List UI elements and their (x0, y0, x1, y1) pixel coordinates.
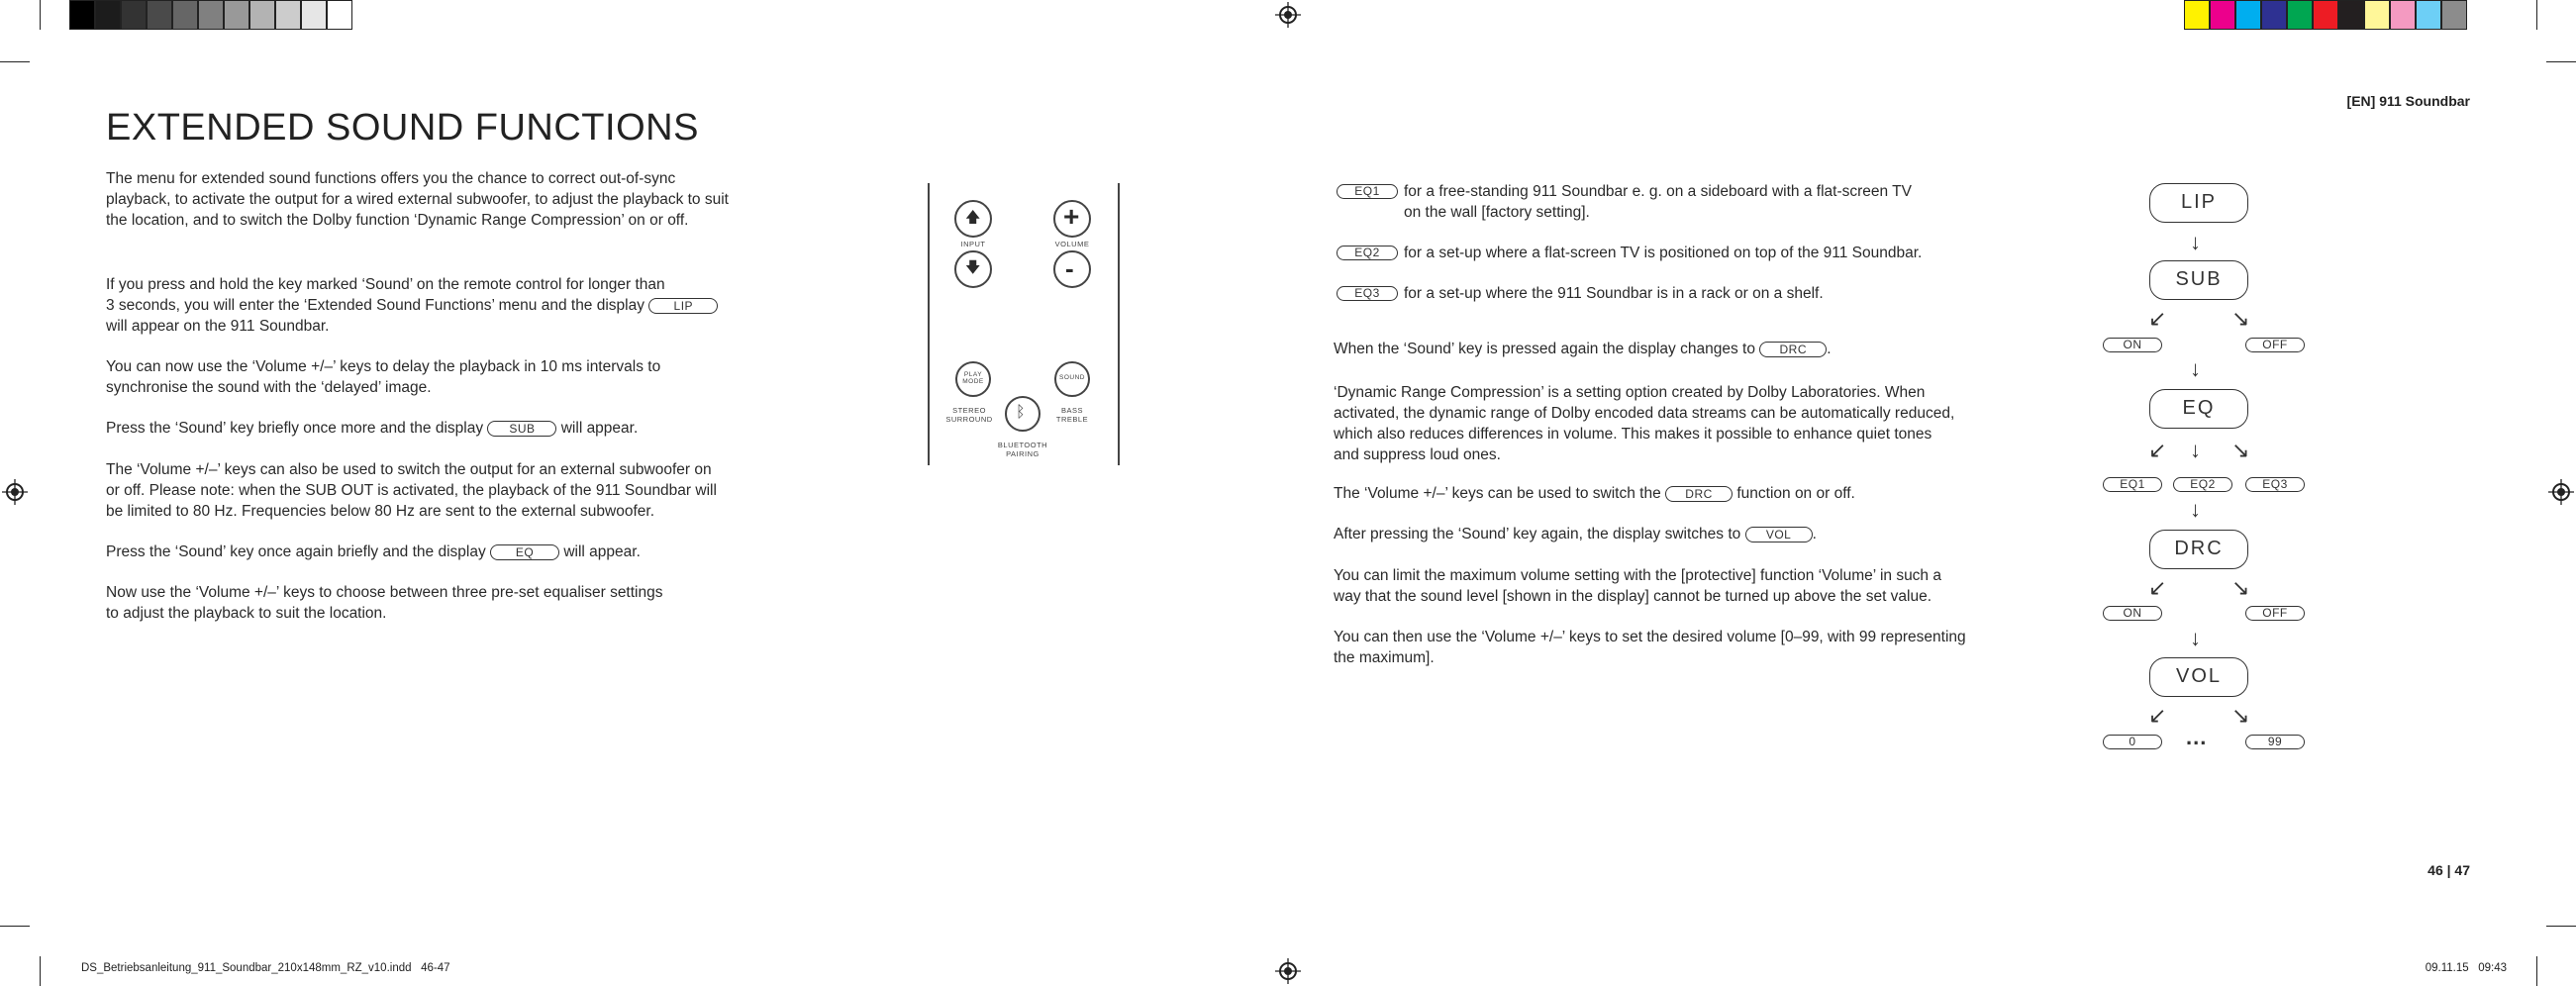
display-chip-eq: EQ (490, 544, 559, 560)
arrow-down-left-icon: ↙ (2148, 703, 2167, 728)
sub-paragraph-text: will appear. (560, 420, 639, 437)
crop-mark (0, 926, 30, 927)
stereo-surround-label: STEREO SURROUND (945, 406, 993, 424)
flow-option-zero: 0 (2103, 735, 2162, 749)
lip-paragraph-line (106, 295, 718, 316)
equaliser-paragraph-line: to adjust the playback to suit the location. (106, 605, 387, 622)
display-chip-lip: LIP (648, 298, 718, 314)
sub-paragraph-text: Press the ‘Sound’ key briefly once more and the display (106, 420, 484, 437)
eq-paragraph-text: will appear. (563, 543, 641, 560)
delay-paragraph-line: synchronise the sound with the ‘delayed’ image. (106, 379, 432, 396)
color-swatch (147, 0, 172, 30)
color-swatch (275, 0, 301, 30)
plus-icon: + (1063, 201, 1080, 232)
arrow-down-right-icon: ↘ (2231, 575, 2250, 600)
display-chip-eq1: EQ1 (1337, 184, 1398, 199)
eq-paragraph-text: Press the ‘Sound’ key once again briefly and the display (106, 543, 486, 560)
color-swatch (172, 0, 198, 30)
crop-mark (2536, 956, 2537, 986)
arrow-down-icon: ↓ (2190, 356, 2201, 381)
vol-set-line: the maximum]. (1334, 649, 1435, 666)
color-swatch (2287, 0, 2313, 30)
remote-edge-right (1118, 183, 1120, 465)
flow-box-sub: SUB (2149, 260, 2248, 300)
color-swatch (2313, 0, 2338, 30)
crop-mark (0, 61, 30, 62)
subwoofer-paragraph-line: or off. Please note: when the SUB OUT is activated, the playback of the 911 Soundbar will (106, 482, 717, 499)
flow-ellipsis: ... (2186, 725, 2208, 749)
flow-option-eq1: EQ1 (2103, 477, 2162, 492)
color-swatch (249, 0, 275, 30)
arrow-down-icon: 🡇 (965, 259, 981, 276)
arrow-down-right-icon: ↘ (2231, 306, 2250, 331)
flow-option-eq2: EQ2 (2173, 477, 2232, 492)
display-chip-drc: DRC (1759, 342, 1827, 357)
color-swatch (198, 0, 224, 30)
bluetooth-icon: ᛒ (1016, 404, 1026, 421)
page-numbers: 46 | 47 (2427, 862, 2470, 878)
flow-option-eq3: EQ3 (2245, 477, 2305, 492)
flow-box-eq: EQ (2149, 389, 2248, 429)
eq1-description: on the wall [factory setting]. (1404, 204, 1590, 221)
page-title: EXTENDED SOUND FUNCTIONS (106, 107, 699, 148)
drc-intro-text: . (1827, 341, 1832, 357)
color-swatch (69, 0, 95, 30)
eq1-description: for a free-standing 911 Soundbar e. g. on a sideboard with a flat-screen TV (1404, 183, 1912, 200)
vol-paragraph-line: way that the sound level [shown in the display] cannot be turned up above the set value. (1334, 588, 1932, 605)
input-label: INPUT (960, 240, 986, 248)
arrow-down-icon: ↓ (2190, 438, 2201, 462)
drc-switch-text: function on or off. (1736, 485, 1855, 502)
crop-mark (2546, 926, 2576, 927)
lip-paragraph-line: If you press and hold the key marked ‘Sound’ on the remote control for longer than (106, 276, 665, 293)
arrow-down-left-icon: ↙ (2148, 438, 2167, 462)
display-chip-eq3: EQ3 (1337, 286, 1398, 301)
eq3-description: for a set-up where the 911 Soundbar is in a rack or on a shelf. (1404, 285, 1824, 302)
crop-mark (40, 0, 41, 30)
display-chip-eq2: EQ2 (1337, 246, 1398, 260)
color-swatch (224, 0, 249, 30)
equaliser-paragraph-line: Now use the ‘Volume +/–’ keys to choose between three pre-set equaliser settings (106, 584, 663, 601)
footer-file-name: DS_Betriebsanleitung_911_Soundbar_210x148mm_RZ_v10.indd 46-47 (81, 962, 450, 974)
arrow-up-icon: 🡅 (965, 209, 981, 226)
display-chip-drc: DRC (1665, 486, 1733, 502)
flow-option-on: ON (2103, 338, 2162, 352)
color-swatch (2261, 0, 2287, 30)
color-swatch (327, 0, 352, 30)
volume-label: VOLUME (1054, 240, 1090, 248)
flow-box-lip: LIP (2149, 183, 2248, 223)
footer-date: 09.11.15 09:43 (2425, 962, 2507, 974)
drc-intro-line (1334, 339, 1832, 359)
color-swatch (2390, 0, 2416, 30)
flow-option-ninetynine: 99 (2245, 735, 2305, 749)
flow-box-vol: VOL (2149, 657, 2248, 697)
registration-mark-icon (2548, 479, 2574, 505)
drc-switch-text: The ‘Volume +/–’ keys can be used to switch the (1334, 485, 1661, 502)
drc-intro-text: When the ‘Sound’ key is pressed again the display changes to (1334, 341, 1755, 357)
vol-intro-text: . (1812, 526, 1817, 542)
color-swatch (2338, 0, 2364, 30)
sub-paragraph-line (106, 418, 638, 439)
registration-mark-icon (1275, 2, 1301, 28)
vol-paragraph-line: You can limit the maximum volume setting with the [protective] function ‘Volume’ in such a (1334, 567, 1941, 584)
drc-switch-line (1334, 483, 1855, 504)
color-swatch (121, 0, 147, 30)
color-swatch (2416, 0, 2441, 30)
color-swatch (95, 0, 121, 30)
vol-intro-line (1334, 524, 1817, 544)
subwoofer-paragraph-line: The ‘Volume +/–’ keys can also be used to switch the output for an external subwoofer on (106, 461, 712, 478)
flow-option-off: OFF (2245, 606, 2305, 621)
arrow-down-right-icon: ↘ (2231, 703, 2250, 728)
registration-mark-icon (1275, 958, 1301, 984)
play-mode-label: PLAY MODE (962, 371, 984, 385)
remote-control-illustration (928, 183, 1120, 465)
subwoofer-paragraph-line: be limited to 80 Hz. Frequencies below 80 Hz are sent to the external subwoofer. (106, 503, 654, 520)
arrow-down-left-icon: ↙ (2148, 575, 2167, 600)
color-swatch (2184, 0, 2210, 30)
running-header: [EN] 911 Soundbar (2346, 93, 2470, 109)
flow-option-on: ON (2103, 606, 2162, 621)
minus-icon: - (1065, 253, 1074, 283)
drc-paragraph-line: and suppress loud ones. (1334, 446, 1501, 463)
drc-paragraph-line: ‘Dynamic Range Compression’ is a setting option created by Dolby Laboratories. When (1334, 384, 1926, 401)
arrow-down-left-icon: ↙ (2148, 306, 2167, 331)
delay-paragraph-line: You can now use the ‘Volume +/–’ keys to delay the playback in 10 ms intervals to (106, 358, 661, 375)
intro-line: playback, to activate the output for a wired external subwoofer, to adjust the playback to suit (106, 191, 729, 208)
lip-paragraph-text: 3 seconds, you will enter the ‘Extended Sound Functions’ menu and the display (106, 297, 644, 314)
bluetooth-pairing-label: BLUETOOTH PAIRING (997, 441, 1048, 458)
lip-paragraph-line: will appear on the 911 Soundbar. (106, 318, 330, 335)
remote-edge-left (928, 183, 930, 465)
color-swatch (2210, 0, 2235, 30)
arrow-down-icon: ↓ (2190, 626, 2201, 650)
eq2-description: for a set-up where a flat-screen TV is positioned on top of the 911 Soundbar. (1404, 245, 1923, 261)
vol-intro-text: After pressing the ‘Sound’ key again, the display switches to (1334, 526, 1741, 542)
registration-mark-icon (2, 479, 28, 505)
eq-paragraph-line (106, 542, 641, 562)
flow-box-drc: DRC (2149, 530, 2248, 569)
drc-paragraph-line: which also reduces differences in volume. This makes it possible to enhance quiet tones (1334, 426, 1932, 443)
arrow-down-right-icon: ↘ (2231, 438, 2250, 462)
intro-line: The menu for extended sound functions offers you the chance to correct out-of-sync (106, 170, 676, 187)
crop-mark (40, 956, 41, 986)
vol-set-line: You can then use the ‘Volume +/–’ keys to set the desired volume [0–99, with 99 representing (1334, 629, 1966, 645)
arrow-down-icon: ↓ (2190, 230, 2201, 254)
flow-option-off: OFF (2245, 338, 2305, 352)
sound-label: SOUND (1059, 374, 1085, 381)
color-swatch (2441, 0, 2467, 30)
crop-mark (2536, 0, 2537, 30)
display-chip-vol: VOL (1745, 527, 1813, 542)
color-swatch (2235, 0, 2261, 30)
bass-treble-label: BASS TREBLE (1055, 406, 1089, 424)
drc-paragraph-line: activated, the dynamic range of Dolby encoded data streams can be automatically reduced, (1334, 405, 1955, 422)
color-swatch (2364, 0, 2390, 30)
crop-mark (2546, 61, 2576, 62)
intro-line: the location, and to switch the Dolby function ‘Dynamic Range Compression’ on or off. (106, 212, 689, 229)
arrow-down-icon: ↓ (2190, 497, 2201, 522)
display-chip-sub: SUB (487, 421, 556, 437)
color-swatch (301, 0, 327, 30)
